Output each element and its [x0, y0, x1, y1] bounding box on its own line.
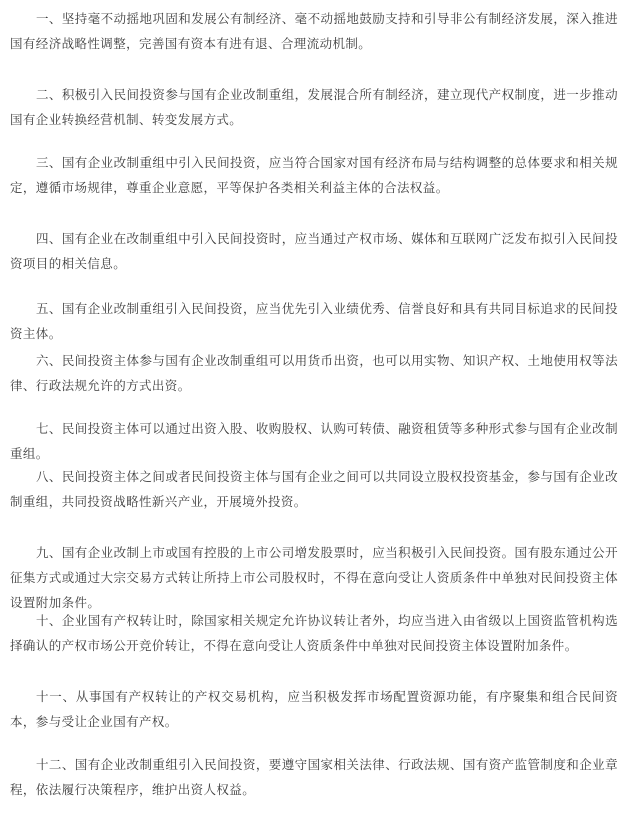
- paragraph-3: 三、国有企业改制重组中引入民间投资，应当符合国家对国有经济布局与结构调整的总体要求和相关规定，遵循市场规律，尊重企业意愿，平等保护各类相关利益主体的合法权益。: [10, 155, 618, 195]
- paragraph-5: 五、国有企业改制重组引入民间投资，应当优先引入业绩优秀、信誉良好和具有共同目标追求的民间投资主体。: [10, 301, 618, 341]
- paragraph-6: 六、民间投资主体参与国有企业改制重组可以用货币出资，也可以用实物、知识产权、土地使用权等法律、行政法规允许的方式出资。: [10, 353, 618, 393]
- paragraph-2: 二、积极引入民间投资参与国有企业改制重组，发展混合所有制经济，建立现代产权制度，进一步推动国有企业转换经营机制、转变发展方式。: [10, 87, 618, 127]
- paragraph-8: 八、民间投资主体之间或者民间投资主体与国有企业之间可以共同设立股权投资基金，参与国有企业改制重组，共同投资战略性新兴产业，开展境外投资。: [10, 469, 618, 509]
- paragraph-4: 四、国有企业在改制重组中引入民间投资时，应当通过产权市场、媒体和互联网广泛发布拟引入民间投资项目的相关信息。: [10, 231, 618, 271]
- paragraph-9: 九、国有企业改制上市或国有控股的上市公司增发股票时，应当积极引入民间投资。国有股东通过公开征集方式或通过大宗交易方式转让所持上市公司股权时，不得在意向受让人资质条件中单独对民间投资主体设置附加条件。: [10, 545, 618, 610]
- paragraph-7: 七、民间投资主体可以通过出资入股、收购股权、认购可转债、融资租赁等多种形式参与国有企业改制重组。: [10, 421, 618, 461]
- paragraph-11: 十一、从事国有产权转让的产权交易机构，应当积极发挥市场配置资源功能，有序聚集和组合民间资本，参与受让企业国有产权。: [10, 689, 618, 729]
- paragraph-1: 一、坚持毫不动摇地巩固和发展公有制经济、毫不动摇地鼓励支持和引导非公有制经济发展，深入推进国有经济战略性调整，完善国有资本有进有退、合理流动机制。: [10, 11, 618, 51]
- paragraph-10: 十、企业国有产权转让时，除国家相关规定允许协议转让者外，均应当进入由省级以上国资监管机构选择确认的产权市场公开竞价转让，不得在意向受让人资质条件中单独对民间投资主体设置附加条件。: [10, 613, 618, 653]
- paragraph-12: 十二、国有企业改制重组引入民间投资，要遵守国家相关法律、行政法规、国有资产监管制度和企业章程，依法履行决策程序，维护出资人权益。: [10, 757, 618, 797]
